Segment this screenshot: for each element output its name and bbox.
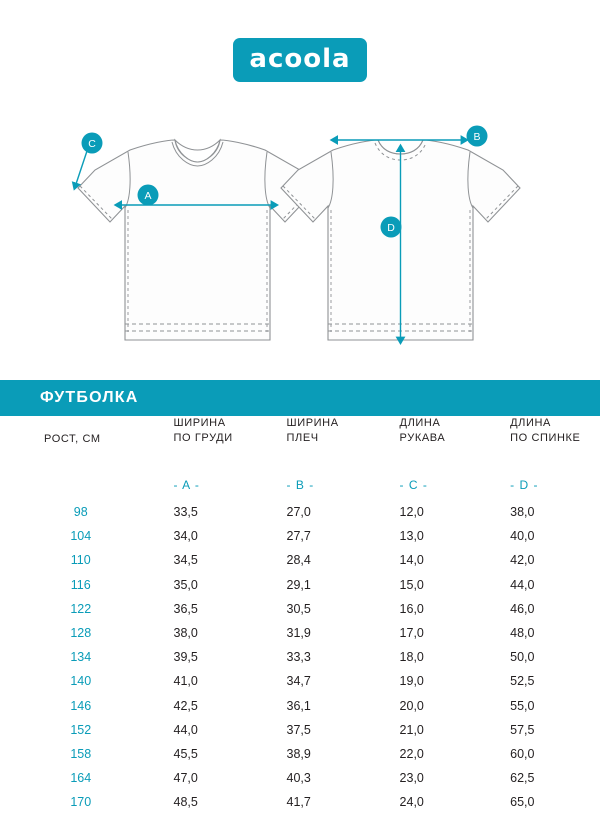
cell-chest <box>152 718 265 742</box>
cell-sleeve <box>378 548 489 572</box>
cell-back <box>488 669 600 693</box>
cell-back <box>488 718 600 742</box>
cell-chest <box>152 573 265 597</box>
table-row <box>0 718 600 742</box>
value-back: 62,5 <box>510 771 535 786</box>
header-label-chest-line2: ПО ГРУДИ <box>173 431 233 444</box>
value-shoulder: 37,5 <box>286 722 311 737</box>
cell-sleeve <box>378 766 489 790</box>
brand-logo-container <box>0 38 600 82</box>
table-row <box>0 621 600 645</box>
value-chest: 38,0 <box>173 626 198 641</box>
cell-back <box>488 766 600 790</box>
value-back: 42,0 <box>510 553 535 568</box>
cell-shoulder <box>265 669 378 693</box>
value-chest: 47,0 <box>173 771 198 786</box>
table-header-row <box>0 416 600 470</box>
cell-rost <box>0 621 152 645</box>
value-back: 48,0 <box>510 626 535 641</box>
value-chest: 41,0 <box>173 674 198 689</box>
header-label-shoulder-line1: ШИРИНА <box>286 417 339 429</box>
value-rost: 98 <box>73 505 88 520</box>
tshirt-measurement-illustration <box>0 110 600 360</box>
value-shoulder: 27,0 <box>286 505 311 520</box>
marker-C-letter: C <box>88 138 96 150</box>
cell-back <box>488 573 600 597</box>
header-label-back-line1: ДЛИНА <box>510 417 551 429</box>
header-label-rost: РОСТ, СМ <box>44 433 101 445</box>
brand-logo-text: acoola <box>249 44 351 74</box>
cell-chest <box>152 742 265 766</box>
cell-back <box>488 621 600 645</box>
cell-back <box>488 645 600 669</box>
table-row <box>0 790 600 814</box>
header-label-shoulder-line2: ПЛЕЧ <box>286 431 319 444</box>
cell-sleeve <box>378 524 489 548</box>
cell-rost <box>0 548 152 572</box>
letter-cell-a <box>152 470 265 500</box>
measurement-diagram-svg <box>0 110 600 360</box>
table-row <box>0 597 600 621</box>
cell-chest <box>152 548 265 572</box>
cell-rost <box>0 669 152 693</box>
value-back: 65,0 <box>510 795 535 810</box>
value-rost: 122 <box>70 601 92 616</box>
cell-shoulder <box>265 766 378 790</box>
table-letter-row <box>0 470 600 500</box>
value-sleeve: 18,0 <box>399 650 424 665</box>
value-rost: 140 <box>70 674 92 689</box>
cell-shoulder <box>265 500 378 524</box>
cell-sleeve <box>378 645 489 669</box>
letter-cell-b <box>265 470 378 500</box>
cell-back <box>488 790 600 814</box>
cell-shoulder <box>265 742 378 766</box>
value-chest: 45,5 <box>173 746 198 761</box>
acoola-logo-icon <box>233 38 366 82</box>
table-row <box>0 742 600 766</box>
cell-sleeve <box>378 790 489 814</box>
cell-rost <box>0 597 152 621</box>
value-rost: 104 <box>70 529 92 544</box>
cell-back <box>488 742 600 766</box>
value-rost: 158 <box>70 746 92 761</box>
cell-chest <box>152 500 265 524</box>
table-row <box>0 524 600 548</box>
table-row <box>0 548 600 572</box>
letter-label-c: - C - <box>399 478 428 492</box>
value-shoulder: 31,9 <box>286 626 311 641</box>
value-chest: 36,5 <box>173 601 198 616</box>
cell-sleeve <box>378 669 489 693</box>
value-shoulder: 29,1 <box>286 577 311 592</box>
table-title-bar <box>0 380 600 416</box>
table-row <box>0 645 600 669</box>
header-cell-chest-width <box>152 416 265 470</box>
value-chest: 39,5 <box>173 650 198 665</box>
marker-A-letter: A <box>144 190 152 202</box>
header-label-back-line2: ПО СПИНКЕ <box>510 431 581 444</box>
cell-shoulder <box>265 548 378 572</box>
value-chest: 34,0 <box>173 529 198 544</box>
value-shoulder: 33,3 <box>286 650 311 665</box>
value-back: 55,0 <box>510 698 535 713</box>
t-shirt-front-outline <box>78 140 317 340</box>
cell-chest <box>152 669 265 693</box>
cell-rost <box>0 790 152 814</box>
cell-chest <box>152 597 265 621</box>
value-sleeve: 19,0 <box>399 674 424 689</box>
cell-shoulder <box>265 718 378 742</box>
value-sleeve: 20,0 <box>399 698 424 713</box>
value-sleeve: 15,0 <box>399 577 424 592</box>
value-rost: 170 <box>70 795 92 810</box>
cell-sleeve <box>378 742 489 766</box>
cell-back <box>488 694 600 718</box>
value-shoulder: 38,9 <box>286 746 311 761</box>
header-label-chest-line1: ШИРИНА <box>173 417 226 429</box>
value-sleeve: 16,0 <box>399 601 424 616</box>
cell-shoulder <box>265 597 378 621</box>
letter-label-d: - D - <box>510 478 539 492</box>
cell-back <box>488 500 600 524</box>
header-cell-sleeve-length <box>378 416 489 470</box>
table-row <box>0 500 600 524</box>
cell-rost <box>0 766 152 790</box>
table-row <box>0 694 600 718</box>
cell-chest <box>152 621 265 645</box>
page-title: ФУТБОЛКА <box>40 389 139 406</box>
cell-sleeve <box>378 718 489 742</box>
cell-shoulder <box>265 573 378 597</box>
cell-chest <box>152 645 265 669</box>
value-rost: 164 <box>70 771 92 786</box>
table-row <box>0 669 600 693</box>
value-chest: 33,5 <box>173 505 198 520</box>
value-sleeve: 24,0 <box>399 795 424 810</box>
value-sleeve: 17,0 <box>399 626 424 641</box>
value-shoulder: 40,3 <box>286 771 311 786</box>
header-label-sleeve-line1: ДЛИНА <box>399 417 441 429</box>
value-back: 52,5 <box>510 674 535 689</box>
letter-cell-d <box>488 470 600 500</box>
value-shoulder: 36,1 <box>286 698 311 713</box>
cell-shoulder <box>265 645 378 669</box>
cell-sleeve <box>378 573 489 597</box>
header-cell-shoulder-width <box>265 416 378 470</box>
cell-sleeve <box>378 694 489 718</box>
value-shoulder: 30,5 <box>286 601 311 616</box>
value-shoulder: 27,7 <box>286 529 311 544</box>
cell-shoulder <box>265 694 378 718</box>
cell-back <box>488 524 600 548</box>
value-rost: 128 <box>70 626 92 641</box>
value-chest: 44,0 <box>173 722 198 737</box>
value-chest: 34,5 <box>173 553 198 568</box>
letter-cell-c <box>378 470 489 500</box>
value-rost: 134 <box>70 650 92 665</box>
cell-rost <box>0 694 152 718</box>
value-sleeve: 23,0 <box>399 771 424 786</box>
value-sleeve: 13,0 <box>399 529 424 544</box>
value-rost: 152 <box>70 722 92 737</box>
cell-sleeve <box>378 597 489 621</box>
value-back: 57,5 <box>510 722 535 737</box>
value-chest: 42,5 <box>173 698 198 713</box>
table-row <box>0 766 600 790</box>
value-sleeve: 14,0 <box>399 553 424 568</box>
letter-label-b: - B - <box>286 478 315 492</box>
cell-rost <box>0 645 152 669</box>
cell-sleeve <box>378 621 489 645</box>
value-shoulder: 34,7 <box>286 674 311 689</box>
marker-D-letter: D <box>387 222 395 234</box>
cell-rost <box>0 524 152 548</box>
value-rost: 110 <box>70 553 91 568</box>
value-back: 38,0 <box>510 505 535 520</box>
value-shoulder: 41,7 <box>286 795 311 810</box>
marker-B-letter: B <box>473 131 481 143</box>
cell-shoulder <box>265 790 378 814</box>
value-back: 50,0 <box>510 650 535 665</box>
size-chart-table <box>0 416 600 814</box>
cell-rost <box>0 500 152 524</box>
cell-back <box>488 548 600 572</box>
cell-chest <box>152 766 265 790</box>
cell-rost <box>0 742 152 766</box>
value-rost: 146 <box>70 698 92 713</box>
value-chest: 35,0 <box>173 577 198 592</box>
value-chest: 48,5 <box>173 795 198 810</box>
header-cell-back-length <box>488 416 600 470</box>
value-back: 44,0 <box>510 577 535 592</box>
value-sleeve: 12,0 <box>399 505 424 520</box>
cell-back <box>488 597 600 621</box>
cell-chest <box>152 790 265 814</box>
table-row <box>0 573 600 597</box>
cell-rost <box>0 718 152 742</box>
value-back: 46,0 <box>510 601 535 616</box>
value-back: 60,0 <box>510 746 535 761</box>
value-rost: 116 <box>70 577 91 592</box>
cell-shoulder <box>265 621 378 645</box>
value-sleeve: 21,0 <box>399 722 424 737</box>
value-sleeve: 22,0 <box>399 746 424 761</box>
letter-cell-empty <box>0 470 152 500</box>
cell-sleeve <box>378 500 489 524</box>
value-shoulder: 28,4 <box>286 553 311 568</box>
cell-chest <box>152 694 265 718</box>
cell-chest <box>152 524 265 548</box>
value-back: 40,0 <box>510 529 535 544</box>
letter-label-a: - A - <box>173 478 200 492</box>
cell-rost <box>0 573 152 597</box>
header-label-sleeve-line2: РУКАВА <box>399 431 446 444</box>
cell-shoulder <box>265 524 378 548</box>
header-cell-rost <box>0 416 152 470</box>
